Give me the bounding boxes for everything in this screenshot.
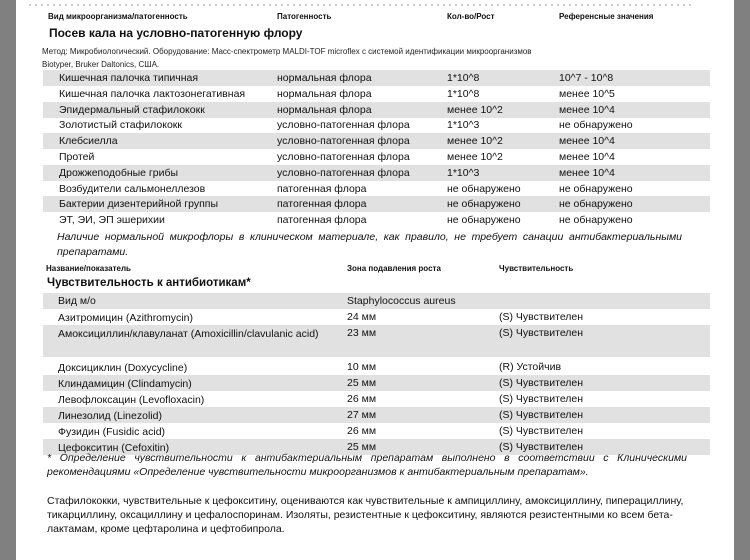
reference-value: не обнаружено	[559, 198, 633, 211]
inhibition-zone: 26 мм	[347, 393, 377, 405]
culture-row	[43, 86, 710, 102]
culture-row	[43, 117, 710, 133]
antibiotic-row	[43, 309, 710, 325]
organism-name: Эпидермальный стафилококк	[59, 103, 205, 116]
antibiotic-name: Фузидин (Fusidic acid)	[58, 426, 166, 438]
amount-value: не обнаружено	[447, 182, 521, 195]
sensitivity-result: (S) Чувствителен	[499, 311, 584, 323]
organism-name: Дрожжеподобные грибы	[59, 166, 179, 179]
organism-name: Кишечная палочка типичная	[59, 72, 199, 84]
pathogenicity-value: условно-патогенная флора	[277, 166, 410, 179]
organism-label: Вид м/о	[58, 295, 96, 307]
amount-value: не обнаружено	[447, 214, 521, 227]
antibiotic-name: Амоксициллин/клавуланат (Amoxicillin/clavulanic acid)	[58, 328, 319, 340]
method-line-1: Метод: Микробиологический. Оборудование: Масс-спектрометр MALDI-TOF microflex с системой идентификации микроорганизмов	[42, 47, 532, 56]
reference-value: менее 10^4	[559, 135, 615, 148]
amount-value: 1*10^8	[447, 72, 480, 84]
culture-row	[43, 102, 710, 118]
col-header-sensitivity: Чувствительность	[499, 264, 574, 273]
col-header-pathogenicity: Патогенность	[277, 12, 332, 21]
pathogenicity-value: нормальная флора	[277, 103, 372, 116]
culture-row	[43, 133, 710, 149]
antibiotic-name: Азитромицин (Azithromycin)	[58, 312, 193, 324]
antibiotic-row	[43, 375, 710, 391]
organism-name: Клебсиелла	[59, 135, 118, 148]
culture-row	[43, 165, 710, 181]
pathogenicity-value: патогенная флора	[277, 182, 367, 195]
normal-flora-note: Наличие нормальной микрофлоры в клиническом материале, как правило, не требует санации антибактериальными препаратами.	[57, 231, 682, 258]
sensitivity-result: (R) Устойчив	[499, 361, 562, 373]
organism-name: ЭТ, ЭИ, ЭП эшерихии	[59, 214, 165, 227]
culture-section-title: Посев кала на условно-патогенную флору	[49, 26, 303, 40]
pathogenicity-value: условно-патогенная флора	[277, 119, 410, 132]
left-margin-bar	[0, 0, 16, 560]
amount-value: 1*10^3	[447, 119, 480, 132]
reference-value: не обнаружено	[559, 214, 633, 227]
inhibition-zone: 24 мм	[347, 311, 377, 323]
antibiotic-name: Клиндамицин (Clindamycin)	[58, 378, 192, 390]
inhibition-zone: 25 мм	[347, 377, 377, 389]
amount-value: менее 10^2	[447, 151, 503, 163]
amount-value: 1*10^3	[447, 166, 480, 179]
sensitivity-result: (S) Чувствителен	[499, 409, 584, 421]
organism-row	[43, 293, 710, 309]
sensitivity-result: (S) Чувствителен	[499, 327, 584, 339]
antibiotic-name: Доксициклин (Doxycycline)	[58, 362, 188, 374]
reference-value: менее 10^4	[559, 166, 615, 179]
organism-name: Золотистый стафилококк	[59, 119, 182, 132]
pathogenicity-value: патогенная флора	[277, 214, 367, 227]
sensitivity-result: (S) Чувствителен	[499, 377, 584, 389]
col-header-amount: Кол-во/Рост	[447, 12, 495, 21]
right-scrollbar-area[interactable]	[734, 0, 750, 560]
amount-value: менее 10^2	[447, 135, 503, 148]
inhibition-zone: 10 мм	[347, 361, 377, 373]
amount-value: 1*10^8	[447, 87, 480, 100]
amount-value: менее 10^2	[447, 103, 503, 116]
culture-row	[43, 196, 710, 212]
reference-value: менее 10^4	[559, 151, 615, 163]
reference-value: не обнаружено	[559, 119, 633, 132]
reference-value: 10^7 - 10^8	[559, 72, 614, 84]
reference-value: менее 10^5	[559, 87, 615, 100]
col-header-zone: Зона подавления роста	[347, 264, 441, 273]
inhibition-zone: 23 мм	[347, 327, 377, 339]
col-header-name: Название/показатель	[46, 264, 131, 273]
organism-name: Бактерии дизентерийной группы	[59, 198, 219, 211]
col-header-organism: Вид микроорганизма/патогенность	[48, 12, 188, 21]
sensitivity-result: (S) Чувствителен	[499, 441, 584, 453]
pathogenicity-value: условно-патогенная флора	[277, 135, 410, 148]
organism-name: Возбудители сальмонеллезов	[59, 182, 206, 195]
antibiotic-row	[43, 359, 710, 375]
culture-row	[43, 149, 710, 165]
footnote-guidelines: * Определение чувствительности к антибактериальным препаратам выполнено в соответствии с Клиническими рекомендациями «Определение чувствительности микроорганизмов к антибактериальным препаратам».	[47, 452, 687, 478]
col-header-reference: Референсные значения	[559, 12, 654, 21]
inhibition-zone: 26 мм	[347, 425, 377, 437]
culture-row	[43, 212, 710, 228]
antibiotic-row	[43, 391, 710, 407]
dotted-separator	[27, 4, 692, 6]
inhibition-zone: 27 мм	[347, 409, 377, 421]
organism-name: Кишечная палочка лактозонегативная	[59, 87, 246, 100]
culture-row	[43, 70, 710, 86]
footnote-cefoxitin: Стафилококки, чувствительные к цефокситину, оцениваются как чувствительные к ампициллину, амоксициллину, пиперациллину, тикарциллину, оксациллину и цефалоспоринам. Изоляты, резистентные к цефокситину, являются резистентными ко всем бета-лактамам, кроме цефтаролина и цефтобипрола.	[47, 495, 684, 535]
reference-value: не обнаружено	[559, 182, 633, 195]
sensitivity-result: (S) Чувствителен	[499, 393, 584, 405]
pathogenicity-value: нормальная флора	[277, 87, 372, 100]
antibiotic-name: Линезолид (Linezolid)	[58, 410, 162, 422]
method-line-2: Biotyper, Bruker Daltonics, США.	[42, 60, 160, 69]
pathogenicity-value: патогенная флора	[277, 198, 367, 211]
pathogenicity-value: нормальная флора	[277, 72, 372, 84]
organism-name: Протей	[59, 151, 95, 163]
pathogenicity-value: условно-патогенная флора	[277, 151, 410, 163]
antibiotic-row	[43, 325, 710, 357]
sensitivity-result: (S) Чувствителен	[499, 425, 584, 437]
inhibition-zone: 25 мм	[347, 441, 377, 453]
antibiotic-row	[43, 423, 710, 439]
culture-row	[43, 181, 710, 197]
antibiotic-name: Цефокситин (Cefoxitin)	[58, 442, 170, 454]
antibiotics-section-title: Чувствительность к антибиотикам*	[47, 277, 251, 289]
amount-value: не обнаружено	[447, 198, 521, 211]
antibiotic-row	[43, 407, 710, 423]
reference-value: менее 10^4	[559, 103, 615, 116]
organism-value: Staphylococcus aureus	[347, 295, 456, 307]
antibiotic-name: Левофлоксацин (Levofloxacin)	[58, 394, 205, 406]
